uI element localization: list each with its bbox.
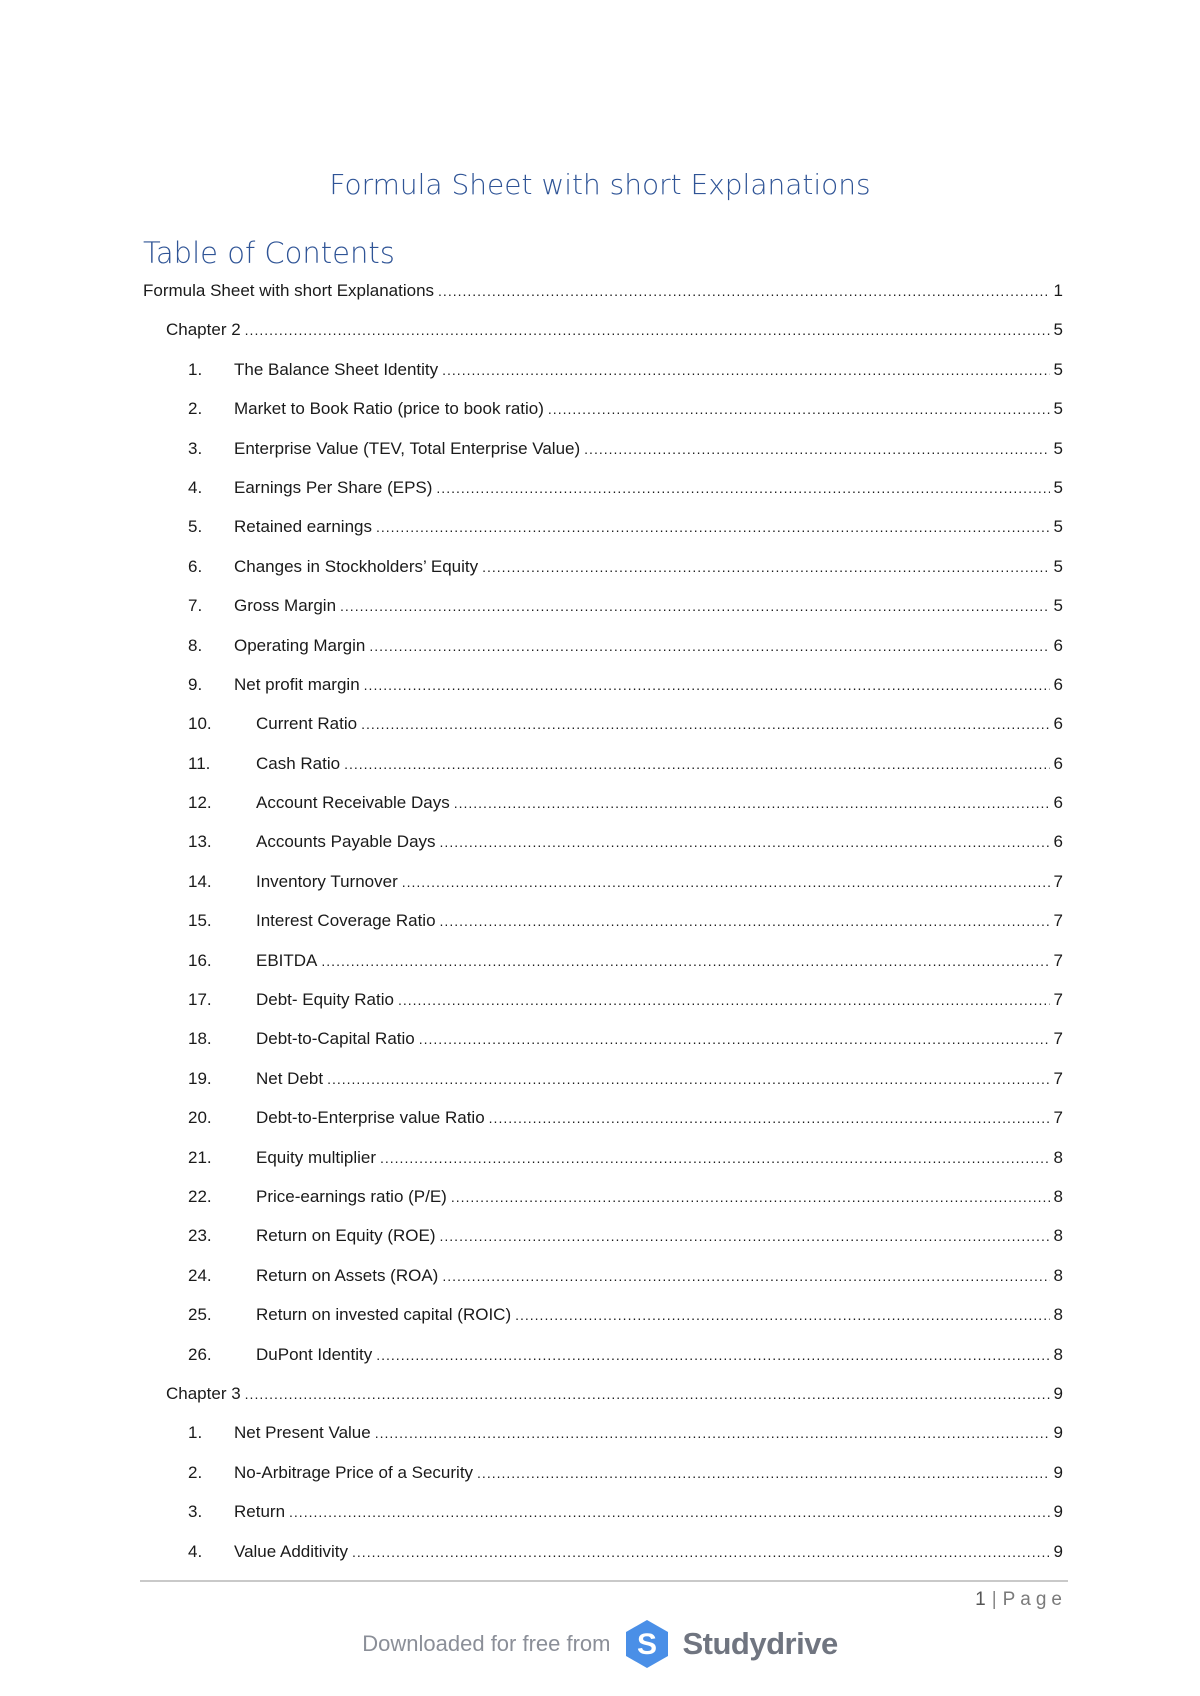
toc-entry-label: Return bbox=[234, 1502, 286, 1522]
studydrive-logo-icon bbox=[621, 1618, 673, 1670]
toc-entry-page: 7 bbox=[1053, 871, 1063, 891]
toc-leader-dots bbox=[440, 1225, 1050, 1247]
toc-entry[interactable] bbox=[143, 635, 1063, 674]
toc-entry-label: Formula Sheet with short Explanations bbox=[143, 281, 435, 300]
toc-entry-number: 2. bbox=[188, 1462, 203, 1482]
toc-entry-label: Accounts Payable Days bbox=[256, 832, 436, 852]
toc-entry-number: 17. bbox=[188, 990, 212, 1010]
toc-leader-dots bbox=[440, 831, 1050, 853]
toc-leader-dots bbox=[376, 1344, 1049, 1366]
toc-entry-page: 5 bbox=[1053, 517, 1063, 537]
toc-entry-label: Chapter 3 bbox=[166, 1383, 241, 1403]
toc-entry-number: 13. bbox=[188, 832, 212, 852]
toc-entry-page: 9 bbox=[1053, 1423, 1063, 1443]
toc-entry-number: 22. bbox=[188, 1186, 212, 1206]
toc-entry-number: 20. bbox=[188, 1108, 212, 1128]
toc-entry[interactable] bbox=[143, 1186, 1063, 1225]
toc-entry[interactable] bbox=[143, 438, 1063, 477]
toc-entry-label: Debt-to-Capital Ratio bbox=[256, 1029, 415, 1049]
toc-entry-page: 8 bbox=[1053, 1147, 1063, 1167]
toc-entry-label: Net Present Value bbox=[234, 1423, 371, 1443]
toc-entry-label: Changes in Stockholders’ Equity bbox=[234, 556, 479, 576]
toc-entry[interactable] bbox=[143, 792, 1063, 831]
studydrive-watermark[interactable] bbox=[0, 1618, 1200, 1670]
svg-text:S: S bbox=[636, 1628, 657, 1661]
toc-entry[interactable] bbox=[143, 910, 1063, 949]
toc-entry-number: 19. bbox=[188, 1068, 212, 1088]
toc-entry[interactable] bbox=[143, 989, 1063, 1028]
toc-entry-page: 6 bbox=[1053, 714, 1063, 734]
toc-entry-page: 7 bbox=[1053, 950, 1063, 970]
toc-leader-dots bbox=[245, 1383, 1050, 1405]
toc-entry[interactable] bbox=[143, 516, 1063, 555]
toc-leader-dots bbox=[245, 319, 1050, 341]
toc-entry[interactable] bbox=[143, 1265, 1063, 1304]
toc-entry-number: 1. bbox=[188, 1423, 203, 1443]
toc-leader-dots bbox=[515, 1304, 1049, 1326]
toc-entry[interactable] bbox=[143, 1225, 1063, 1264]
toc-entry[interactable] bbox=[143, 1068, 1063, 1107]
toc-entry[interactable] bbox=[143, 1344, 1063, 1383]
toc-entry-page: 8 bbox=[1053, 1344, 1063, 1364]
toc-entry-number: 9. bbox=[188, 674, 203, 694]
toc-leader-dots bbox=[321, 950, 1049, 972]
toc-entry-label: Interest Coverage Ratio bbox=[256, 911, 436, 931]
toc-entry[interactable] bbox=[143, 556, 1063, 595]
toc-entry-page: 5 bbox=[1053, 596, 1063, 616]
toc-entry[interactable] bbox=[143, 1501, 1063, 1540]
toc-entry-page: 7 bbox=[1053, 1068, 1063, 1088]
toc-entry-number: 25. bbox=[188, 1305, 212, 1325]
toc-entry-number: 10. bbox=[188, 714, 212, 734]
toc-leader-dots bbox=[327, 1068, 1049, 1090]
toc-entry-number: 7. bbox=[188, 596, 203, 616]
toc-entry-number: 24. bbox=[188, 1265, 212, 1285]
toc-entry-label: No-Arbitrage Price of a Security bbox=[234, 1462, 474, 1482]
toc-entry-page: 6 bbox=[1053, 832, 1063, 852]
toc-entry-page: 9 bbox=[1053, 1462, 1063, 1482]
toc-entry-page: 6 bbox=[1053, 674, 1063, 694]
toc-entry-label: Enterprise Value (TEV, Total Enterprise Value) bbox=[234, 438, 581, 458]
toc-entry-page: 7 bbox=[1053, 990, 1063, 1010]
toc-entry-label: Debt- Equity Ratio bbox=[256, 990, 394, 1010]
toc-entry-page: 7 bbox=[1053, 911, 1063, 931]
toc-entry-label: Chapter 2 bbox=[166, 320, 241, 340]
toc-leader-dots bbox=[380, 1147, 1050, 1169]
toc-entry-label: Inventory Turnover bbox=[256, 871, 398, 891]
toc-entry-number: 14. bbox=[188, 871, 212, 891]
page-word: Page bbox=[1002, 1589, 1067, 1610]
toc-entry-label: Return on Equity (ROE) bbox=[256, 1226, 436, 1246]
toc-entry[interactable] bbox=[143, 359, 1063, 398]
toc-entry-number: 4. bbox=[188, 477, 203, 497]
toc-entry-label: Current Ratio bbox=[256, 714, 358, 734]
toc-entry-label: Net Debt bbox=[256, 1068, 324, 1088]
toc-entry-number: 16. bbox=[188, 950, 212, 970]
toc-entry-label: Market to Book Ratio (price to book ratio) bbox=[234, 399, 544, 419]
toc-leader-dots bbox=[442, 359, 1049, 381]
toc-entry[interactable] bbox=[143, 950, 1063, 989]
toc-entry-page: 7 bbox=[1053, 1029, 1063, 1049]
toc-entry-label: Retained earnings bbox=[234, 517, 372, 537]
toc-entry-number: 11. bbox=[188, 753, 211, 773]
toc-entry-number: 8. bbox=[188, 635, 203, 655]
toc-entry-label: Earnings Per Share (EPS) bbox=[234, 477, 433, 497]
toc-leader-dots bbox=[376, 516, 1050, 538]
toc-leader-dots bbox=[402, 871, 1050, 893]
page-number-value: 1 bbox=[975, 1589, 986, 1610]
toc-entry[interactable] bbox=[143, 1304, 1063, 1343]
toc-entry-number: 6. bbox=[188, 556, 203, 576]
toc-entry[interactable] bbox=[143, 1383, 1063, 1422]
page-number-separator: | bbox=[991, 1589, 997, 1610]
toc-entry-number: 12. bbox=[188, 793, 212, 813]
toc-leader-dots bbox=[489, 1107, 1050, 1129]
toc-leader-dots bbox=[438, 280, 1049, 302]
toc-entry-label: Account Receivable Days bbox=[256, 793, 450, 813]
toc-entry[interactable] bbox=[143, 398, 1063, 437]
toc-entry-page: 7 bbox=[1053, 1108, 1063, 1128]
toc-entry[interactable] bbox=[143, 713, 1063, 752]
toc-entry-number: 26. bbox=[188, 1344, 212, 1364]
toc-leader-dots bbox=[375, 1422, 1050, 1444]
toc-leader-dots bbox=[398, 989, 1050, 1011]
toc-leader-dots bbox=[482, 556, 1049, 578]
toc-entry[interactable] bbox=[143, 1147, 1063, 1186]
toc-leader-dots bbox=[361, 713, 1049, 735]
toc-entry-page: 8 bbox=[1053, 1226, 1063, 1246]
watermark-text: Downloaded for free from bbox=[362, 1631, 611, 1656]
toc-entry[interactable] bbox=[143, 1107, 1063, 1146]
toc-leader-dots bbox=[442, 1265, 1049, 1287]
toc-leader-dots bbox=[344, 753, 1049, 775]
toc-entry-label: Net profit margin bbox=[234, 674, 360, 694]
toc-entry-label: DuPont Identity bbox=[256, 1344, 373, 1364]
toc-entry-label: The Balance Sheet Identity bbox=[234, 359, 439, 379]
toc-entry-number: 2. bbox=[188, 399, 203, 419]
toc-entry-label: Cash Ratio bbox=[256, 753, 341, 773]
toc-entry-page: 8 bbox=[1053, 1186, 1063, 1206]
toc-entry-number: 3. bbox=[188, 438, 203, 458]
toc-entry-page: 6 bbox=[1053, 793, 1063, 813]
watermark-brand: Studydrive bbox=[682, 1626, 838, 1661]
toc-entry-number: 1. bbox=[188, 359, 203, 379]
toc-entry[interactable] bbox=[143, 674, 1063, 713]
toc-entry[interactable] bbox=[143, 1028, 1063, 1067]
toc-entry-number: 5. bbox=[188, 517, 203, 537]
toc-leader-dots bbox=[289, 1501, 1050, 1523]
toc-leader-dots bbox=[584, 438, 1049, 460]
toc-entry-number: 21. bbox=[188, 1147, 212, 1167]
toc-entry-page: 5 bbox=[1053, 477, 1063, 497]
footer-divider bbox=[140, 1580, 1068, 1582]
toc-entry-page: 9 bbox=[1053, 1541, 1063, 1561]
toc-leader-dots bbox=[419, 1028, 1050, 1050]
toc-entry-label: Gross Margin bbox=[234, 596, 337, 616]
toc-entry-label: Return on invested capital (ROIC) bbox=[256, 1305, 512, 1325]
toc-leader-dots bbox=[364, 674, 1050, 696]
toc-entry-label: EBITDA bbox=[256, 950, 318, 970]
toc-entry[interactable] bbox=[143, 1541, 1063, 1580]
toc-entry-page: 5 bbox=[1053, 438, 1063, 458]
toc-leader-dots bbox=[451, 1186, 1050, 1208]
toc-entry[interactable] bbox=[143, 753, 1063, 792]
toc-entry[interactable] bbox=[143, 1462, 1063, 1501]
toc-entry-page: 5 bbox=[1053, 320, 1063, 340]
toc-entry-label: Operating Margin bbox=[234, 635, 366, 655]
toc-entry-label: Return on Assets (ROA) bbox=[256, 1265, 439, 1285]
toc-entry-number: 23. bbox=[188, 1226, 212, 1246]
toc-entry-page: 5 bbox=[1053, 399, 1063, 419]
toc-entry[interactable] bbox=[143, 831, 1063, 870]
toc-entry-page: 5 bbox=[1053, 556, 1063, 576]
toc-entry-number: 18. bbox=[188, 1029, 212, 1049]
toc-leader-dots bbox=[352, 1541, 1050, 1563]
toc-entry-page: 9 bbox=[1053, 1502, 1063, 1522]
toc-entry-label: Debt-to-Enterprise value Ratio bbox=[256, 1108, 485, 1128]
table-of-contents bbox=[143, 280, 1063, 1580]
toc-entry[interactable] bbox=[143, 595, 1063, 634]
toc-entry-page: 1 bbox=[1053, 281, 1063, 300]
toc-entry-number: 15. bbox=[188, 911, 212, 931]
toc-leader-dots bbox=[548, 398, 1050, 420]
toc-entry[interactable] bbox=[143, 319, 1063, 358]
toc-entry-label: Equity multiplier bbox=[256, 1147, 376, 1167]
toc-entry[interactable] bbox=[143, 1422, 1063, 1461]
toc-leader-dots bbox=[440, 910, 1050, 932]
toc-leader-dots bbox=[340, 595, 1050, 617]
toc-entry-label: Price-earnings ratio (P/E) bbox=[256, 1186, 447, 1206]
toc-entry[interactable] bbox=[143, 280, 1063, 319]
toc-leader-dots bbox=[369, 635, 1049, 657]
toc-leader-dots bbox=[454, 792, 1050, 814]
page-number bbox=[975, 1589, 1067, 1611]
toc-entry-page: 6 bbox=[1053, 753, 1063, 773]
page-title: Formula Sheet with short Explanations bbox=[329, 168, 871, 201]
toc-heading: Table of Contents bbox=[143, 236, 395, 270]
toc-entry-page: 9 bbox=[1053, 1383, 1063, 1403]
toc-entry-page: 8 bbox=[1053, 1305, 1063, 1325]
toc-entry-page: 6 bbox=[1053, 635, 1063, 655]
toc-entry-number: 4. bbox=[188, 1541, 203, 1561]
toc-entry[interactable] bbox=[143, 477, 1063, 516]
toc-entry-page: 8 bbox=[1053, 1265, 1063, 1285]
toc-leader-dots bbox=[436, 477, 1049, 499]
toc-entry-label: Value Additivity bbox=[234, 1541, 349, 1561]
toc-entry-page: 5 bbox=[1053, 359, 1063, 379]
toc-leader-dots bbox=[477, 1462, 1049, 1484]
toc-entry-number: 3. bbox=[188, 1502, 203, 1522]
toc-entry[interactable] bbox=[143, 871, 1063, 910]
